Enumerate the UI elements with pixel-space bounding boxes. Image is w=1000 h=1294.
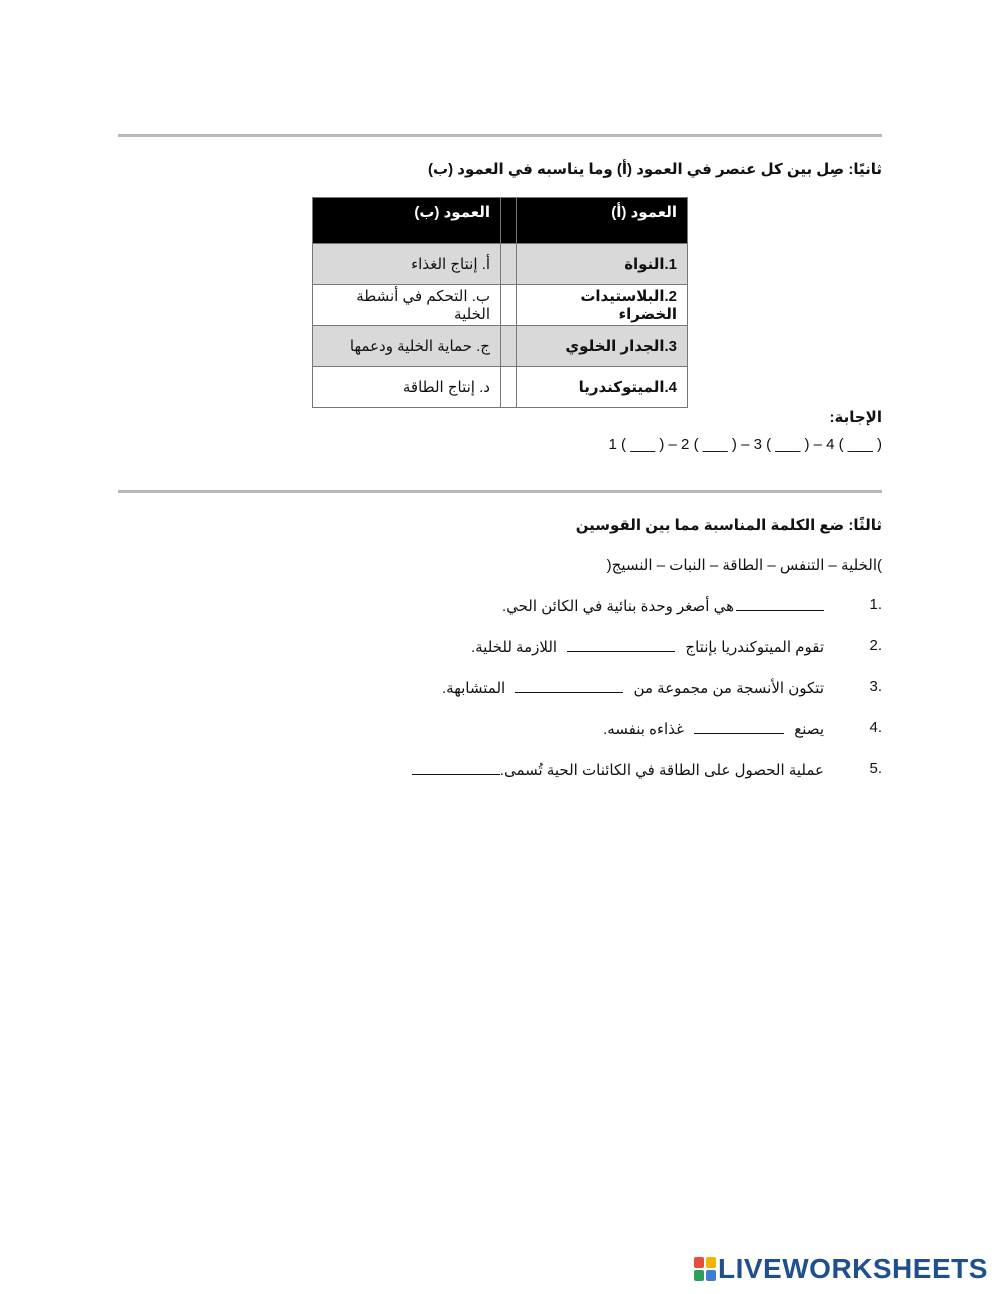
item-text <box>442 678 844 697</box>
column-b-cell: د. إنتاج الطاقة <box>313 367 501 408</box>
item-number: .5 <box>869 760 882 777</box>
item-text <box>471 637 844 656</box>
column-b-cell: ب. التحكم في أنشطة الخلية <box>313 285 501 326</box>
word-bank: )الخلية – التنفس – الطاقة – النبات – النسيج( <box>606 557 882 574</box>
item-number: .2 <box>869 637 882 654</box>
item-text-after: غذاءه بنفسه. <box>603 721 684 738</box>
table-row <box>313 326 688 367</box>
section3-heading: ثالثًا: ضع الكلمة المناسبة مما بين القوسين <box>575 517 882 534</box>
column-b-header: العمود (ب) <box>313 198 501 244</box>
column-a-cell: 2.البلاستيدات الخضراء <box>517 285 688 326</box>
list-item <box>412 719 882 760</box>
column-separator <box>501 367 517 408</box>
item-text-after: المتشابهة. <box>442 680 506 697</box>
section-divider-middle <box>118 490 882 493</box>
column-a-cell: 3.الجدار الخلوي <box>517 326 688 367</box>
list-item <box>412 678 882 719</box>
answer-blank[interactable] <box>567 637 675 652</box>
item-number: .4 <box>869 719 882 736</box>
answer-line[interactable]: 1 ( ___ ) – 2 ( ___ ) – 3 ( ___ ) – 4 ( ___ ) <box>608 436 882 453</box>
answer-blank[interactable] <box>736 596 824 611</box>
matching-table <box>312 197 688 408</box>
column-b-cell: ج. حماية الخلية ودعمها <box>313 326 501 367</box>
item-text <box>603 719 844 738</box>
logo-tile <box>694 1270 704 1281</box>
column-a-cell: 4.الميتوكندريا <box>517 367 688 408</box>
item-text-before: تتكون الأنسجة من مجموعة من <box>633 680 824 697</box>
column-b-cell: أ. إنتاج الغذاء <box>313 244 501 285</box>
column-separator <box>501 326 517 367</box>
section-divider-top <box>118 134 882 137</box>
logo-text: LIVEWORKSHEETS <box>718 1253 988 1284</box>
item-text <box>502 596 844 615</box>
item-text-before: عملية الحصول على الطاقة في الكائنات الحية تُسمى. <box>499 762 824 779</box>
column-separator <box>501 244 517 285</box>
column-separator <box>501 198 517 244</box>
column-a-cell: 1.النواة <box>517 244 688 285</box>
item-text <box>412 760 844 779</box>
answer-label: الإجابة: <box>829 409 882 426</box>
column-separator <box>501 285 517 326</box>
logo-tile <box>694 1257 704 1268</box>
table-row <box>313 285 688 326</box>
column-a-header: العمود (أ) <box>517 198 688 244</box>
answer-blank[interactable] <box>515 678 623 693</box>
item-number: .1 <box>869 596 882 613</box>
fill-in-list <box>412 596 882 801</box>
table-header-row <box>313 198 688 244</box>
item-text-before: تقوم الميتوكندريا بإنتاج <box>685 639 824 656</box>
logo-tile <box>706 1257 716 1268</box>
answer-blank[interactable] <box>412 760 500 775</box>
list-item <box>412 596 882 637</box>
liveworksheets-logo <box>694 1255 988 1283</box>
item-text-after: اللازمة للخلية. <box>470 639 558 656</box>
table-row <box>313 244 688 285</box>
logo-tile <box>706 1270 716 1281</box>
list-item <box>412 637 882 678</box>
answer-blank[interactable] <box>694 719 784 734</box>
table-row <box>313 367 688 408</box>
item-text-after: هي أصغر وحدة بنائية في الكائن الحي. <box>501 598 734 615</box>
list-item <box>412 760 882 801</box>
section2-heading: ثانيًا: صِل بين كل عنصر في العمود (أ) وما يناسبه في العمود (ب) <box>428 161 882 178</box>
liveworksheets-logo-icon <box>694 1257 716 1281</box>
item-text-before: يصنع <box>794 721 824 738</box>
item-number: .3 <box>869 678 882 695</box>
